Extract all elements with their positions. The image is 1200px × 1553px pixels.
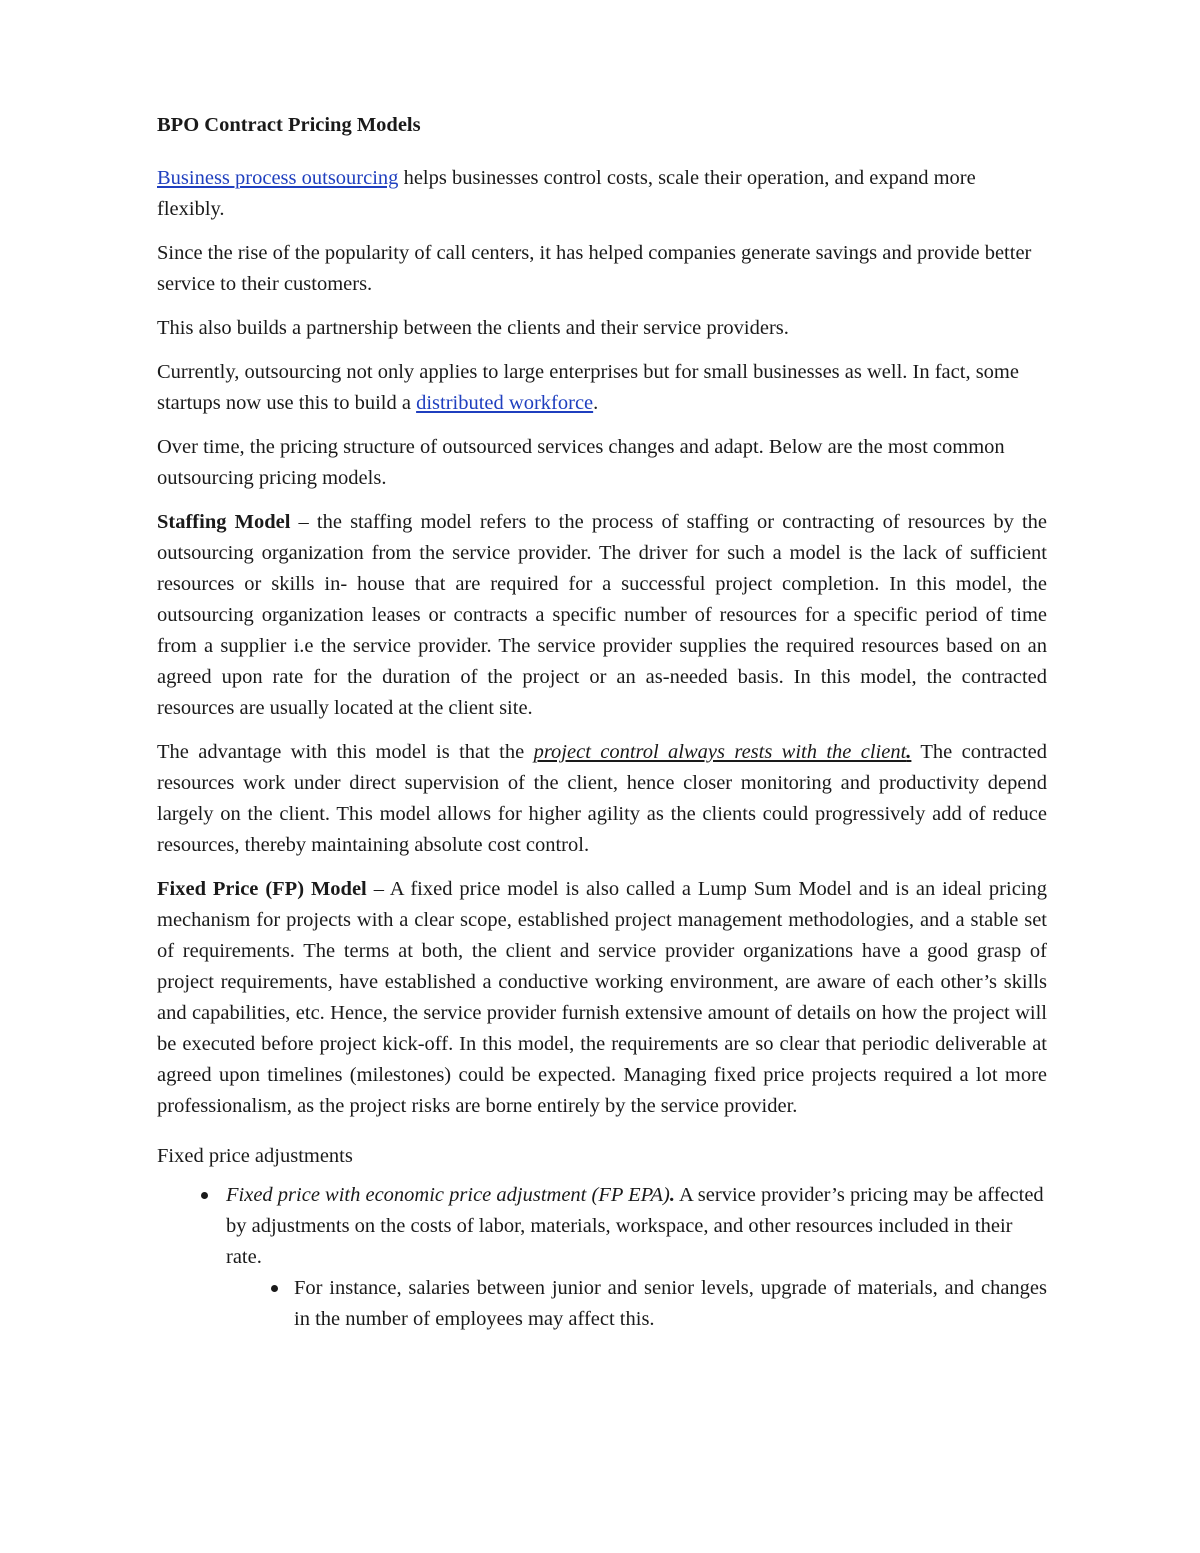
advantage-text-end: The contracted resources work under direct supervision of the client, hence closer monitoring and productivity depend largely on the client. This model allows for higher agility as the clients could progressively add of reduce resources, thereby maintaining absolute cost control. [157, 741, 1047, 856]
fixed-price-paragraph [157, 874, 1047, 1122]
project-control-emphasis-dot: . [906, 741, 912, 763]
fixed-price-text: – A fixed price model is also called a Lump Sum Model and is an ideal pricing mechanism for projects with a clear scope, established project management methodologies, and a stable set of requirements. The terms at both, the client and service provider organizations have a good grasp of project requirements, have established a conductive working environment, are aware of each other’s skills and capabilities, etc. Hence, the service provider furnish extensive amount of details on how the project will be executed before project kick-off. In this model, the requirements are so clear that periodic deliverable at agreed upon timelines (milestones) could be expected. Managing fixed price projects required a lot more professionalism, as the project risks are borne entirely by the service provider. [157, 878, 1047, 1117]
bullet-icon [201, 1192, 208, 1199]
fp-epa-lead: Fixed price with economic price adjustment (FP EPA) [226, 1184, 670, 1206]
fp-epa-example: For instance, salaries between junior and senior levels, upgrade of materials, and changes in the number of employees may affect this. [294, 1277, 1047, 1330]
bullet-icon [271, 1285, 278, 1292]
staffing-model-heading: Staffing Model [157, 511, 291, 533]
adjustments-list [157, 1180, 1047, 1335]
partnership-paragraph: This also builds a partnership between the clients and their service providers. [157, 317, 789, 339]
distributed-workforce-link[interactable]: distributed workforce [416, 392, 594, 414]
pricing-structure-paragraph: Over time, the pricing structure of outsourced services changes and adapt. Below are the most common outsourcing pricing models. [157, 436, 1005, 489]
document-title: BPO Contract Pricing Models [157, 114, 421, 136]
list-item [226, 1180, 1047, 1335]
startups-paragraph [157, 357, 1047, 419]
intro-text: helps businesses control costs, scale their operation, and expand more flexibly. [157, 167, 976, 220]
adjustments-sublist [226, 1273, 1047, 1335]
adjustments-heading: Fixed price adjustments [157, 1145, 353, 1167]
call-centers-paragraph: Since the rise of the popularity of call centers, it has helped companies generate savings and provide better service to their customers. [157, 242, 1032, 295]
startups-text-end: . [593, 392, 599, 414]
advantage-paragraph [157, 737, 1047, 861]
project-control-emphasis: project control always rests with the client [533, 741, 907, 763]
fp-epa-text: A service provider’s pricing may be affected by adjustments on the costs of labor, materials, workspace, and other resources included in their rate. [226, 1184, 1044, 1268]
bpo-link[interactable]: Business process outsourcing [157, 167, 399, 189]
document-page [157, 110, 1047, 1335]
advantage-text-start: The advantage with this model is that the [157, 741, 534, 763]
staffing-model-paragraph [157, 507, 1047, 724]
fixed-price-heading: Fixed Price (FP) Model [157, 878, 367, 900]
fp-epa-lead-dot: . [669, 1184, 675, 1206]
staffing-model-text: – the staffing model refers to the process of staffing or contracting of resources by the outsourcing organization from the service provider. The driver for such a model is the lack of sufficient resources or skills in- house that are required for a successful project completion. In this model, the outsourcing organization leases or contracts a specific number of resources for a specific period of time from a supplier i.e the service provider. The service provider supplies the required resources based on an agreed upon rate for the duration of the project or an as-needed basis. In this model, the contracted resources are usually located at the client site. [157, 511, 1047, 719]
startups-text: Currently, outsourcing not only applies to large enterprises but for small businesses as well. In fact, some startups now use this to build a [157, 361, 1019, 414]
intro-paragraph [157, 163, 1047, 225]
list-item [294, 1273, 1047, 1335]
